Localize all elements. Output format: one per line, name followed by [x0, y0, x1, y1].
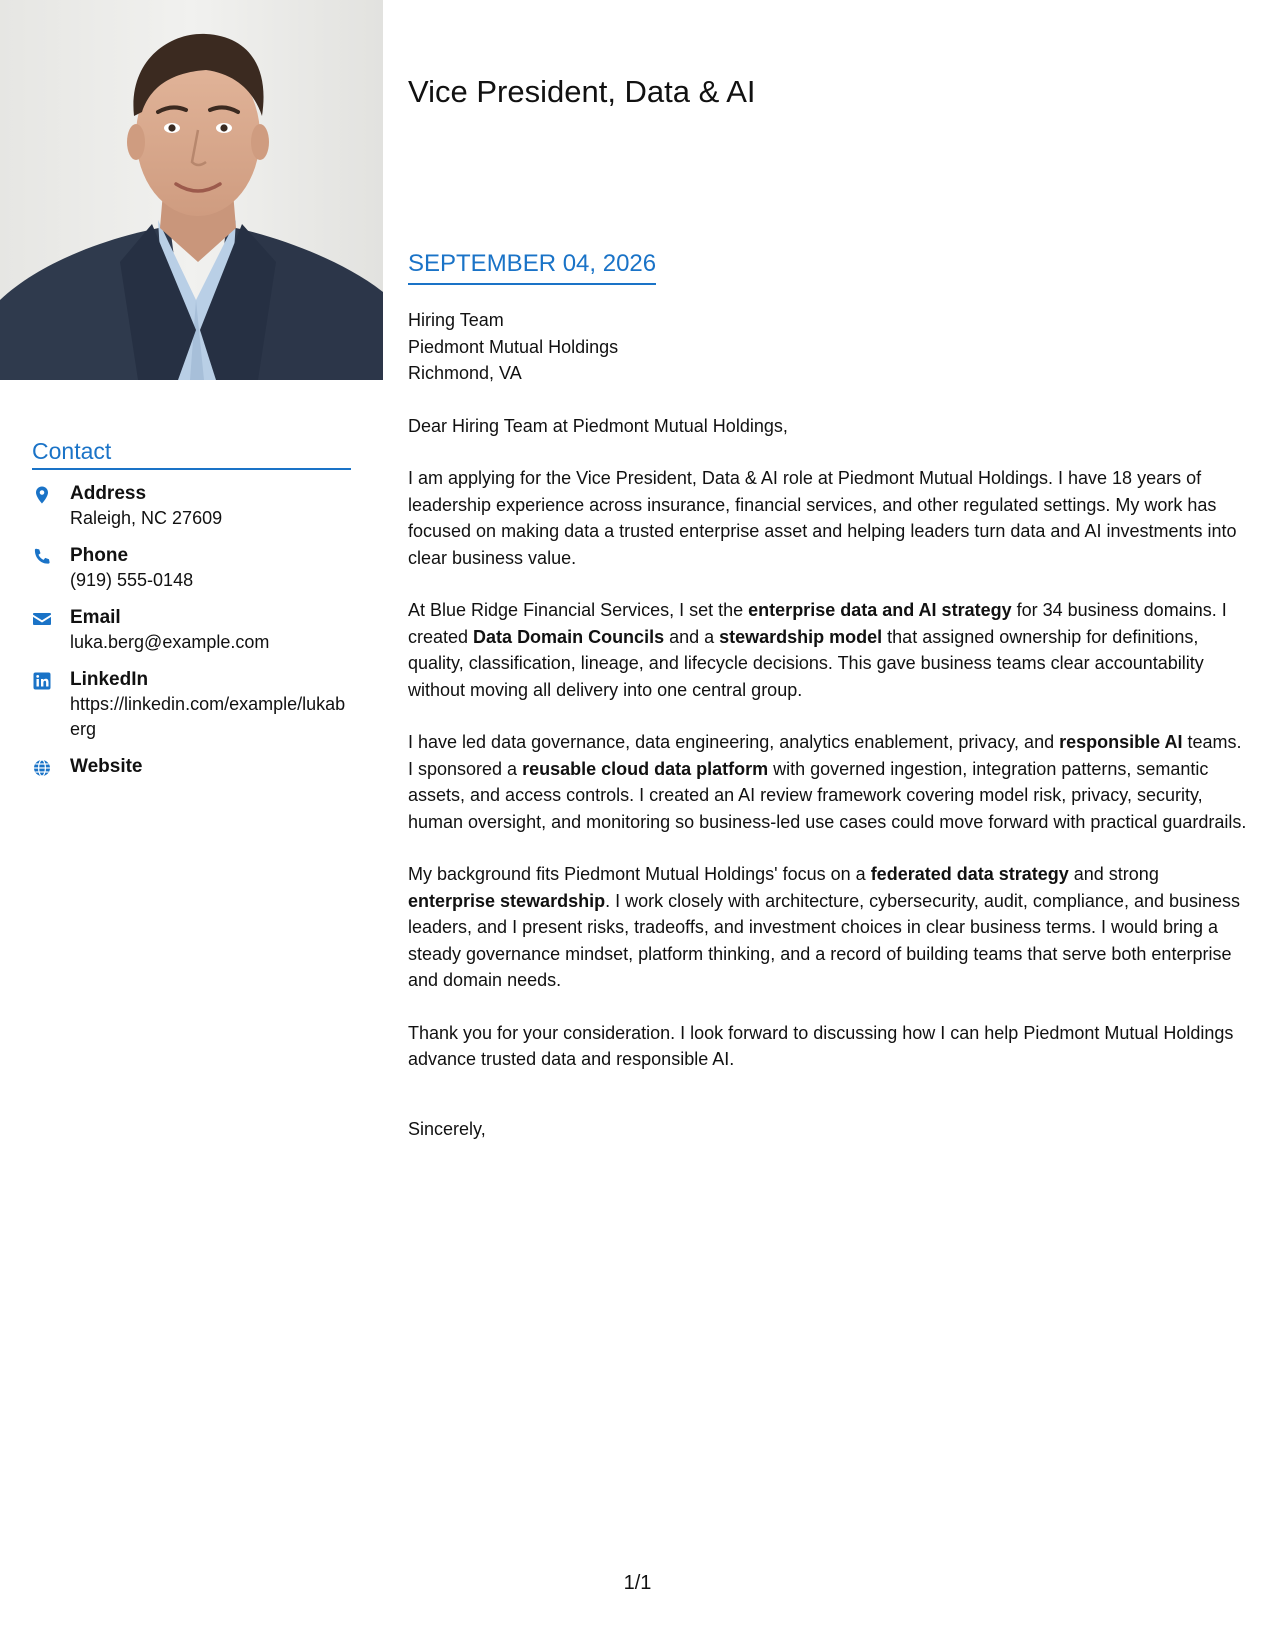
- paragraph-fit: [408, 861, 1250, 994]
- contact-label-address: Address: [70, 482, 147, 504]
- contact-label-website[interactable]: Website: [70, 755, 143, 777]
- contact-heading: Contact: [32, 438, 351, 470]
- contact-value-email[interactable]: luka.berg@example.com: [70, 631, 270, 652]
- recipient-line: Richmond, VA: [408, 363, 522, 383]
- text-segment: for 34 business domains. I created: [408, 600, 1227, 647]
- text-segment: . I work closely with architecture, cybersecurity, audit, compliance, and business leaders, and I present risks, tradeoffs, and investment choices in clear business terms. I would bring a steady governance mindset, platform thinking, and a record of building teams that serve both enterprise and domain needs.: [408, 890, 1241, 990]
- text-segment: that assigned ownership for definitions, quality, classification, lineage, and lifecycle decisions. This gave business teams clear accountability without moving all delivery into one central group.: [408, 626, 1204, 700]
- text-segment: teams. I sponsored a: [408, 732, 1242, 779]
- contact-item-phone: [32, 544, 351, 593]
- recipient-line: Hiring Team: [408, 310, 504, 330]
- text-segment: At Blue Ridge Financial Services, I set the: [408, 600, 749, 620]
- contact-label-phone: Phone: [70, 544, 129, 566]
- bold-text: reusable cloud data platform: [522, 758, 769, 779]
- text-segment: and strong: [1068, 864, 1159, 884]
- bold-text: stewardship model: [719, 626, 883, 647]
- bold-text: enterprise stewardship: [408, 890, 606, 911]
- text-segment: with governed ingestion, integration patterns, semantic assets, and access controls. I created an AI review framework covering model risk, privacy, security, human oversight, and monitoring so business-led use cases could move forward with practical guardrails.: [408, 758, 1247, 832]
- recipient-line: Piedmont Mutual Holdings: [408, 336, 619, 357]
- contact-value-linkedin[interactable]: https://linkedin.com/example/lukaberg: [70, 693, 346, 739]
- signoff: Sincerely,: [408, 1118, 486, 1139]
- contact-item-linkedin: [32, 668, 351, 742]
- recipient-block: [408, 307, 1250, 387]
- bold-text: responsible AI: [1059, 732, 1183, 752]
- paragraph-experience: [408, 597, 1250, 703]
- letter-date: SEPTEMBER 04, 2026: [408, 248, 656, 285]
- contact-section: [32, 438, 351, 792]
- contact-label-email: Email: [70, 606, 121, 628]
- profile-photo: [0, 0, 383, 380]
- email-icon: [32, 606, 70, 629]
- letter-body: [408, 307, 1250, 1142]
- text-segment: and a: [664, 626, 720, 647]
- contact-value-address: Raleigh, NC 27609: [70, 507, 223, 528]
- bold-text: enterprise data and AI strategy: [748, 600, 1012, 620]
- bold-text: federated data strategy: [870, 864, 1069, 884]
- map-pin-icon: [32, 482, 70, 505]
- page-number: 1/1: [623, 1572, 652, 1594]
- paragraph-closing: Thank you for your consideration. I look forward to discussing how I can help Piedmont Mutual Holdings advance trusted data and responsible AI.: [408, 1022, 1234, 1069]
- salutation: Dear Hiring Team at Piedmont Mutual Holdings,: [408, 415, 788, 436]
- bold-text: Data Domain Councils: [473, 626, 665, 647]
- globe-icon: [32, 755, 70, 778]
- contact-item-website: [32, 755, 351, 779]
- paragraph-leadership: [408, 729, 1250, 835]
- text-segment: My background fits Piedmont Mutual Holdings' focus on a: [408, 864, 871, 884]
- paragraph-intro: I am applying for the Vice President, Data & AI role at Piedmont Mutual Holdings. I have 18 years of leadership experience across insurance, financial services, and other regulated settings. My work has focused on making data a trusted enterprise asset and helping leaders turn data and AI investments into clear business value.: [408, 468, 1237, 568]
- linkedin-icon: [32, 668, 70, 691]
- contact-item-email: [32, 606, 351, 655]
- contact-item-address: [32, 482, 351, 531]
- contact-label-linkedin: LinkedIn: [70, 668, 149, 690]
- phone-icon: [32, 544, 70, 567]
- contact-value-phone[interactable]: (919) 555-0148: [70, 569, 194, 590]
- page-title: Vice President, Data & AI: [408, 74, 756, 109]
- text-segment: I have led data governance, data engineering, analytics enablement, privacy, and: [408, 732, 1060, 752]
